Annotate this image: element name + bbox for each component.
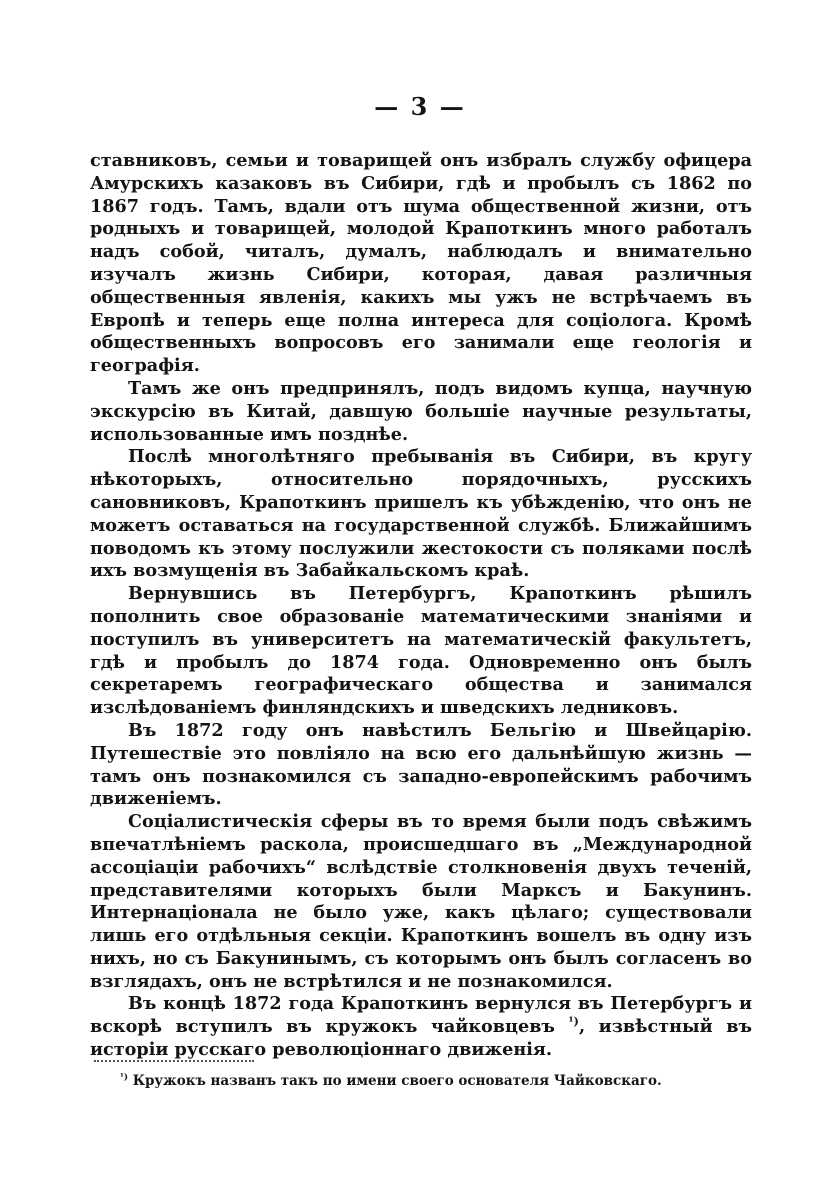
footnote-marker: ¹) [120, 1072, 128, 1083]
paragraph-5: Въ 1872 году онъ навѣстилъ Бельгію и Швейцарію. Путешествіе это повліяло на всю его дальнѣйшую жизнь — тамъ онъ познакомился съ западно-европейскимъ рабочимъ движеніемъ. [90, 719, 752, 810]
paragraph-2: Тамъ же онъ предпринялъ, подъ видомъ купца, научную экскурсію въ Китай, давшую большіе научные результаты, использованные имъ позднѣе. [90, 377, 752, 445]
footnote [120, 1072, 760, 1090]
page-number: — 3 — [374, 92, 466, 121]
paragraph-7-text-before: Въ концѣ 1872 года Крапоткинъ вернулся въ Петербургъ и вскорѣ вступилъ въ кружокъ чайковцевъ [90, 993, 752, 1038]
paragraph-6: Соціалистическія сферы въ то время были подъ свѣжимъ впечатлѣніемъ раскола, происшедшаго въ „Международной ассоціаціи рабочихъ“ вслѣдствіе столкновенія двухъ теченій, представителями которыхъ были Марксъ и Бакунинъ. Интернаціонала не было уже, какъ цѣлаго; существовали лишь его отдѣльныя секціи. Крапоткинъ вошелъ въ одну изъ нихъ, но съ Бакунинымъ, съ которымъ онъ былъ согласенъ во взглядахъ, онъ не встрѣтился и не познакомился. [90, 811, 752, 992]
paragraph-7 [90, 993, 752, 1061]
paragraph-7-text-after: , извѣстный въ исторіи русскаго революціоннаго движенія. [90, 1016, 753, 1061]
paragraph-3: Послѣ многолѣтняго пребыванія въ Сибири, въ кругу нѣкоторыхъ, относительно порядочныхъ, русскихъ сановниковъ, Крапоткинъ пришелъ къ убѣжденію, что онъ не можетъ оставаться на государственной службѣ. Ближайшимъ поводомъ къ этому послужили жестокости съ поляками послѣ ихъ возмущенія въ Забайкальскомъ краѣ. [90, 446, 752, 582]
paragraph-4: Вернувшись въ Петербургъ, Крапоткинъ рѣшилъ пополнить свое образованіе математическими знаніями и поступилъ въ университетъ на математическій факультетъ, гдѣ и пробылъ до 1874 года. Одновременно онъ былъ секретаремъ географическаго общества и занимался изслѣдованіемъ финляндскихъ и шведскихъ ледниковъ. [90, 583, 752, 719]
paragraph-1: ставниковъ, семьи и товарищей онъ избралъ службу офицера Амурскихъ казаковъ въ Сибири, гдѣ и пробылъ съ 1862 по 1867 годъ. Тамъ, вдали отъ шума общественной жизни, отъ родныхъ и товарищей, молодой Крапоткинъ много работалъ надъ собой, читалъ, думалъ, наблюдалъ и внимательно изучалъ жизнь Сибири, которая, давая различныя общественныя явленія, какихъ мы ужъ не встрѣчаемъ въ Европѣ и теперь еще полна интереса для соціолога. Кромѣ общественныхъ вопросовъ его занимали еще геологія и географія. [90, 150, 752, 377]
footnote-text: Кружокъ названъ такъ по имени своего основателя Чайковскаго. [128, 1073, 662, 1089]
footnote-reference: ¹) [568, 1014, 579, 1029]
footnote-divider [94, 1060, 254, 1062]
main-text [90, 150, 752, 1062]
